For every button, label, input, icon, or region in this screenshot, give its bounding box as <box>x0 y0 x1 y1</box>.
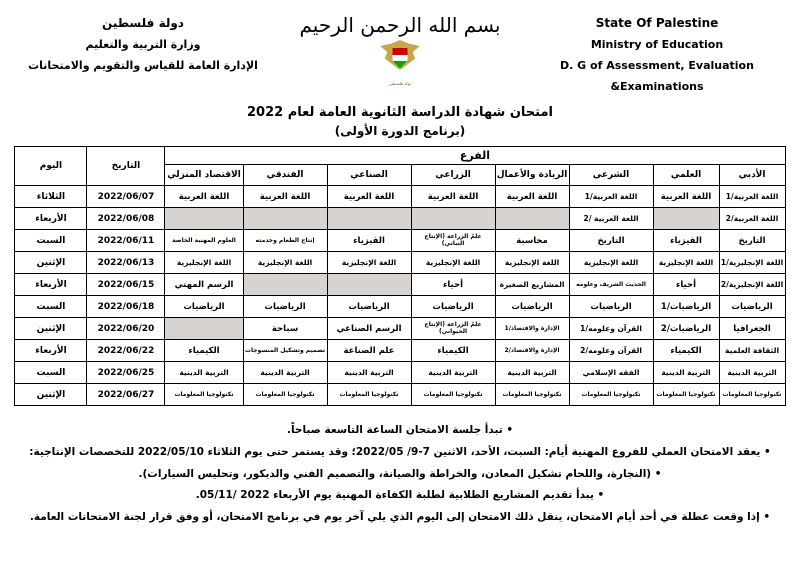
cell-date-2: 2022/06/11 <box>87 230 165 252</box>
cell-r1-c2: اللغة العربية /2 <box>569 208 653 230</box>
cell-r1-c7 <box>165 208 243 230</box>
cell-r6-c1: الرياضيات/2 <box>653 318 719 340</box>
cell-r1-c1 <box>653 208 719 230</box>
cell-date-7: 2022/06/22 <box>87 340 165 362</box>
cell-r8-c7: التربية الدينية <box>165 362 243 384</box>
cell-r1-c3 <box>495 208 569 230</box>
col-head-branch-4: الزراعي <box>411 165 495 186</box>
header-en-line3: D. G of Assessment, Evaluation &Examinations <box>560 58 754 93</box>
cell-r2-c1: الفيزياء <box>653 230 719 252</box>
cell-r4-c4: أحياء <box>411 274 495 296</box>
cell-r0-c4: اللغة العربية <box>411 186 495 208</box>
cell-r3-c1: اللغة الإنجليزية <box>653 252 719 274</box>
col-head-branch-6: الفندقي <box>243 165 327 186</box>
cell-date-9: 2022/06/27 <box>87 384 165 406</box>
cell-r4-c1: أحياء <box>653 274 719 296</box>
cell-r9-c6: تكنولوجيا المعلومات <box>243 384 327 406</box>
title-line-2: (برنامج الدورة الأولى) <box>334 124 466 139</box>
cell-r4-c6 <box>243 274 327 296</box>
cell-day-3: الإثنين <box>15 252 87 274</box>
table-row <box>15 384 785 406</box>
table-row <box>15 362 785 384</box>
cell-day-8: السبت <box>15 362 87 384</box>
basmala-text: بسم الله الرحمن الرحيم <box>299 13 501 37</box>
cell-date-3: 2022/06/13 <box>87 252 165 274</box>
cell-r4-c5 <box>327 274 411 296</box>
table-row <box>15 274 785 296</box>
table-head <box>15 147 785 186</box>
cell-r7-c4: الكيمياء <box>411 340 495 362</box>
cell-r6-c0: الجغرافيا <box>719 318 785 340</box>
note-item-1: • يعقد الامتحان العملي للفروع المهنية أيام: السبت، الأحد، الاثنين 7-9/ 2022/05؛ وقد يستمر حتى يوم الثلاثاء 2022/05/10 للتخصصات الإنتاجية: <box>29 445 771 458</box>
col-head-branch-7: الاقتصاد المنزلي <box>165 165 243 186</box>
header-ar-line2: وزارة التربية والتعليم <box>85 37 201 51</box>
cell-r8-c1: التربية الدينية <box>653 362 719 384</box>
cell-r6-c5: الرسم الصناعي <box>327 318 411 340</box>
cell-r8-c0: التربية الدينية <box>719 362 785 384</box>
cell-date-8: 2022/06/25 <box>87 362 165 384</box>
cell-date-0: 2022/06/07 <box>87 186 165 208</box>
header-en-line2: Ministry of Education <box>590 37 724 51</box>
cell-r1-c0: اللغة العربية/2 <box>719 208 785 230</box>
cell-r8-c5: التربية الدينية <box>327 362 411 384</box>
cell-r6-c7 <box>165 318 243 340</box>
cell-r5-c0: الرياضيات <box>719 296 785 318</box>
cell-r3-c2: اللغة الإنجليزية <box>569 252 653 274</box>
cell-r5-c7: الرياضيات <box>165 296 243 318</box>
cell-day-4: الأربعاء <box>15 274 87 296</box>
col-head-date: التاريخ <box>87 147 165 186</box>
cell-r4-c7: الرسم المهني <box>165 274 243 296</box>
table-row <box>15 252 785 274</box>
cell-r5-c4: الرياضيات <box>411 296 495 318</box>
cell-r6-c3: الإدارة والاقتصاد/1 <box>495 318 569 340</box>
palestine-emblem-icon <box>373 40 427 86</box>
cell-r0-c0: اللغة العربية/1 <box>719 186 785 208</box>
cell-r9-c2: تكنولوجيا المعلومات <box>569 384 653 406</box>
cell-r2-c0: التاريخ <box>719 230 785 252</box>
cell-r1-c5 <box>327 208 411 230</box>
cell-r9-c3: تكنولوجيا المعلومات <box>495 384 569 406</box>
table-row <box>15 296 785 318</box>
cell-r6-c6: سباحة <box>243 318 327 340</box>
cell-day-2: السبت <box>15 230 87 252</box>
cell-r0-c7: اللغة العربية <box>165 186 243 208</box>
title-line-1: امتحان شهادة الدراسة الثانوية العامة لعام 2022 <box>247 105 553 121</box>
cell-r5-c2: الرياضيات <box>569 296 653 318</box>
header-en-line1: State Of Palestine <box>595 16 719 30</box>
cell-r7-c0: الثقافة العلمية <box>719 340 785 362</box>
cell-r5-c3: الرياضيات <box>495 296 569 318</box>
cell-r8-c4: التربية الدينية <box>411 362 495 384</box>
cell-date-4: 2022/06/15 <box>87 274 165 296</box>
col-head-branch-2: الشرعي <box>569 165 653 186</box>
header-english-block <box>532 12 782 97</box>
branch-header-cell: الفرع <box>165 147 785 165</box>
header-arabic-block <box>18 12 268 77</box>
cell-r9-c7: تكنولوجيا المعلومات <box>165 384 243 406</box>
header-emblem-block <box>275 12 525 86</box>
exam-schedule-table <box>14 146 785 406</box>
cell-r0-c6: اللغة العربية <box>243 186 327 208</box>
cell-r8-c6: التربية الدينية <box>243 362 327 384</box>
cell-r7-c6: تصميم وتشكيل المنسوجات <box>243 340 327 362</box>
cell-day-7: الأربعاء <box>15 340 87 362</box>
cell-r0-c3: اللغة العربية <box>495 186 569 208</box>
cell-day-0: الثلاثاء <box>15 186 87 208</box>
table-body <box>15 186 785 406</box>
cell-day-1: الأربعاء <box>15 208 87 230</box>
emblem-caption: دولة فلسطين <box>388 81 412 86</box>
cell-date-1: 2022/06/08 <box>87 208 165 230</box>
cell-r9-c5: تكنولوجيا المعلومات <box>327 384 411 406</box>
cell-r9-c1: تكنولوجيا المعلومات <box>653 384 719 406</box>
cell-day-5: السبت <box>15 296 87 318</box>
cell-r3-c0: اللغة الإنجليزية/1 <box>719 252 785 274</box>
cell-r2-c6: إنتاج الطعام وخدمته <box>243 230 327 252</box>
note-item-0: • تبدأ جلسة الامتحان الساعة التاسعة صباحاً. <box>286 424 514 437</box>
header-ar-line1: دولة فلسطين <box>102 16 184 30</box>
document-header <box>0 0 800 99</box>
table-row <box>15 318 785 340</box>
cell-r3-c7: اللغة الإنجليزية <box>165 252 243 274</box>
note-item-4: • إذا وقعت عطلة في أحد أيام الامتحان، ينقل ذلك الامتحان إلى اليوم الذي يلي آخر يوم في برنامج الامتحان، أو وفق قرار لجنة الامتحانات العامة. <box>29 510 771 523</box>
cell-r4-c0: اللغة الإنجليزية/2 <box>719 274 785 296</box>
page-title <box>0 105 800 138</box>
cell-r7-c3: الإدارة والاقتصاد/2 <box>495 340 569 362</box>
table-row <box>15 230 785 252</box>
cell-r2-c3: محاسبة <box>495 230 569 252</box>
cell-r5-c6: الرياضيات <box>243 296 327 318</box>
cell-r1-c4 <box>411 208 495 230</box>
cell-r4-c2: الحديث الشريف وعلومه <box>569 274 653 296</box>
table-row <box>15 340 785 362</box>
cell-r3-c4: اللغة الإنجليزية <box>411 252 495 274</box>
note-item-3: • يبدأ تقديم المشاريع الطلابية لطلبة الكفاءة المهنية يوم الأربعاء 2022 /05/11. <box>195 489 605 502</box>
col-head-branch-5: الصناعي <box>327 165 411 186</box>
col-head-day: اليوم <box>15 147 87 186</box>
cell-r3-c5: اللغة الإنجليزية <box>327 252 411 274</box>
cell-r8-c2: الفقه الإسلامي <box>569 362 653 384</box>
cell-date-6: 2022/06/20 <box>87 318 165 340</box>
cell-r9-c4: تكنولوجيا المعلومات <box>411 384 495 406</box>
cell-r0-c1: اللغة العربية <box>653 186 719 208</box>
cell-r4-c3: المشاريع الصغيرة <box>495 274 569 296</box>
cell-r6-c4: علمُ الزراعة (الإنتاج الحيواني) <box>411 318 495 340</box>
cell-r5-c5: الرياضيات <box>327 296 411 318</box>
col-head-branch-3: الريادة والأعمال <box>495 165 569 186</box>
cell-r3-c6: اللغة الإنجليزية <box>243 252 327 274</box>
branch-header-row <box>15 147 785 165</box>
header-ar-line3: الإدارة العامة للقياس والتقويم والامتحانات <box>28 58 258 72</box>
cell-r7-c7: الكيمياء <box>165 340 243 362</box>
cell-r7-c2: القرآن وعلومه/2 <box>569 340 653 362</box>
note-item-2: • (النجارة، واللحام تشكيل المعادن، والخراطة والصيانة، والتصميم الفني والديكور، وتحليس السيارات). <box>138 467 662 480</box>
notes-list <box>26 420 774 528</box>
cell-r2-c5: الفيزياء <box>327 230 411 252</box>
cell-r6-c2: القرآن وعلومه/1 <box>569 318 653 340</box>
cell-r0-c2: اللغة العربية/1 <box>569 186 653 208</box>
col-head-branch-1: العلمي <box>653 165 719 186</box>
cell-day-9: الإثنين <box>15 384 87 406</box>
cell-r0-c5: اللغة العربية <box>327 186 411 208</box>
table-row <box>15 208 785 230</box>
cell-r5-c1: الرياضيات/1 <box>653 296 719 318</box>
cell-r2-c7: العلوم المهنية الخاصة <box>165 230 243 252</box>
cell-day-6: الإثنين <box>15 318 87 340</box>
cell-r2-c4: علمُ الزراعة (الإنتاج النباتي) <box>411 230 495 252</box>
cell-r9-c0: تكنولوجيا المعلومات <box>719 384 785 406</box>
cell-date-5: 2022/06/18 <box>87 296 165 318</box>
cell-r8-c3: التربية الدينية <box>495 362 569 384</box>
col-head-branch-0: الأدبي <box>719 165 785 186</box>
table-row <box>15 186 785 208</box>
cell-r3-c3: اللغة الإنجليزية <box>495 252 569 274</box>
cell-r7-c5: علم الصناعة <box>327 340 411 362</box>
cell-r7-c1: الكيمياء <box>653 340 719 362</box>
cell-r1-c6 <box>243 208 327 230</box>
cell-r2-c2: التاريخ <box>569 230 653 252</box>
